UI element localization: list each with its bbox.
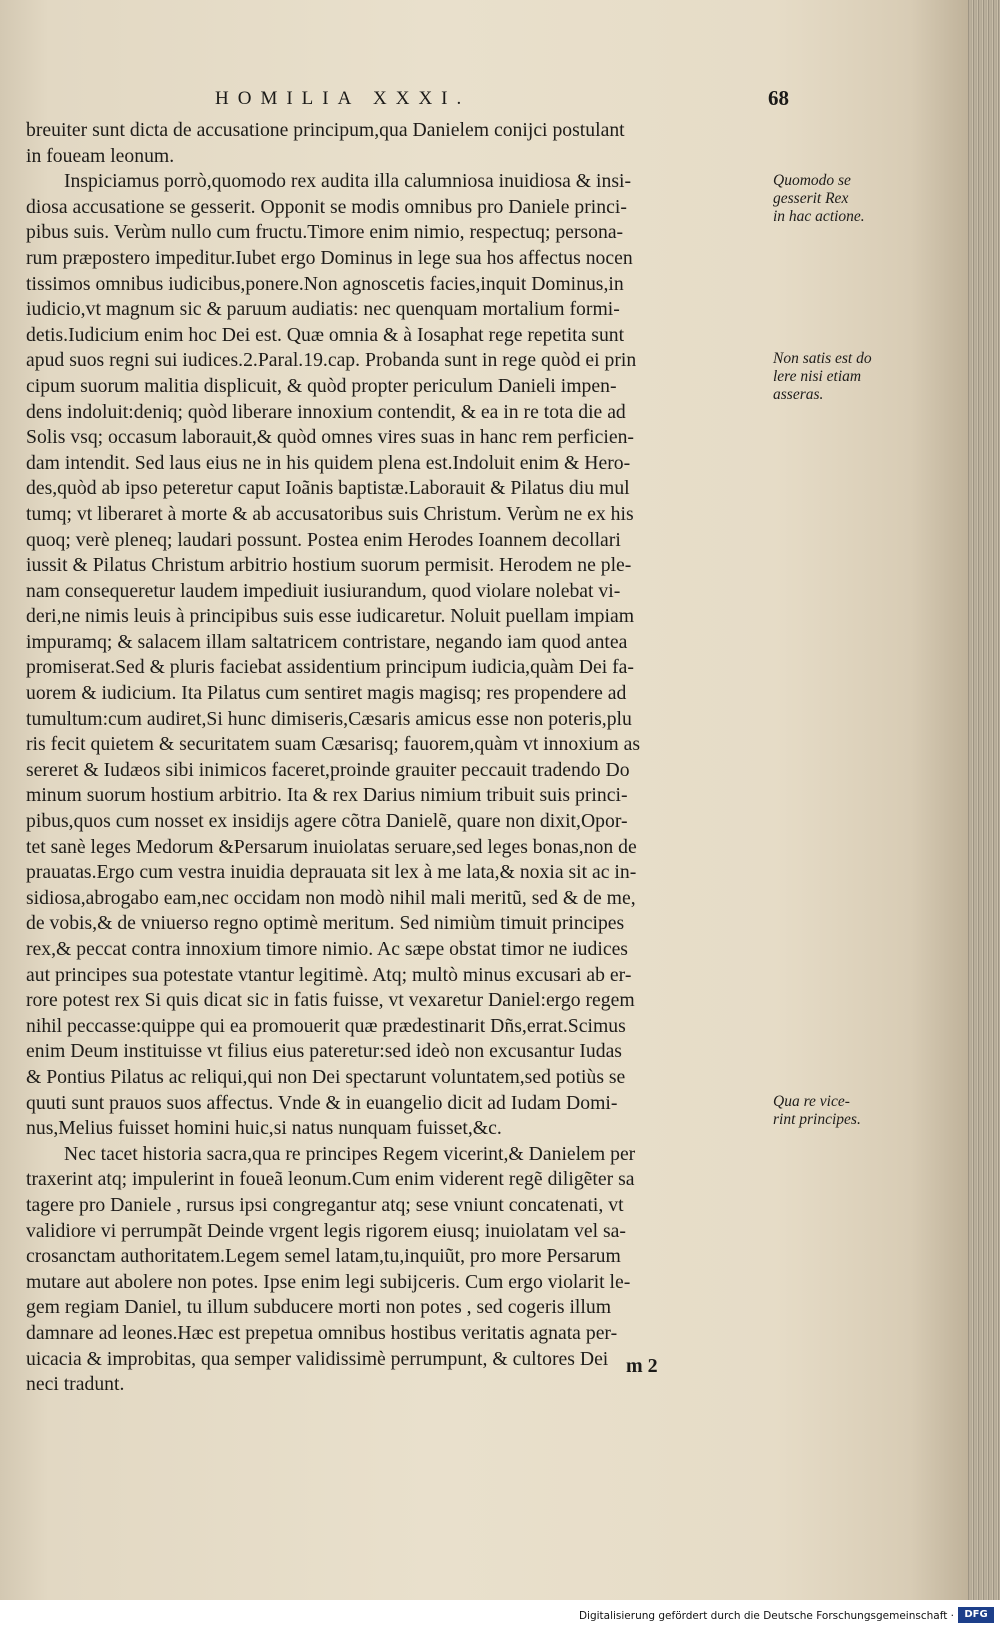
text-line: gem regiam Daniel, tu illum subducere morti non potes , sed cogeris illum: [26, 1296, 612, 1319]
marginal-note-line: Quomodo se: [773, 172, 851, 189]
marginal-note-line: Qua re vice-: [773, 1093, 850, 1110]
text-line: dens indoluit:deniq; quòd liberare innoxium contendit, & ea in re tota die ad: [26, 400, 626, 423]
main-text-block: [26, 118, 766, 1398]
marginal-note-2: [773, 350, 933, 404]
text-line: prauatas.Ergo cum vestra inuidia deprauata sit lex à me lata,& noxia sit ac in-: [26, 861, 637, 884]
text-line: aut principes sua potestate vtantur legitimè. Atq; multò minus excusari ab er-: [26, 963, 632, 986]
text-line: damnare ad leones.Hæc est prepetua omnibus hostibus veritatis agnata per-: [26, 1321, 618, 1344]
text-line: sereret & Iudæos sibi inimicos faceret,proinde grauiter peccauit tradendo Do: [26, 758, 630, 781]
text-line: nam consequeretur laudem impediuit iusiurandum, quod violare nolebat vi-: [26, 579, 621, 602]
text-line: detis.Iudicium enim hoc Dei est. Quæ omnia & à Iosaphat rege repetita sunt: [26, 323, 625, 346]
text-line: pibus,quos cum nosset ex insidijs agere cõtra Danielẽ, quare non dixit,Opor-: [26, 810, 628, 833]
text-line: in foueam leonum.: [26, 144, 175, 167]
text-line: mutare aut abolere non potes. Ipse enim legi subijceris. Cum ergo violarit le-: [26, 1270, 631, 1293]
text-line: Nec tacet historia sacra,qua re principes Regem vicerint,& Danielem per: [64, 1142, 636, 1165]
text-line: apud suos regni sui iudices.2.Paral.19.cap. Probanda sunt in rege quòd ei prin: [26, 349, 637, 372]
text-line: iudicio,vt magnum sic & paruum audiatis: nec quenquam mortalium formi-: [26, 298, 620, 321]
marginal-note-1: [773, 172, 933, 226]
text-line: neci tradunt.: [26, 1373, 125, 1396]
text-line: nihil peccasse:quippe qui ea promouerit quæ prædestinarit Dñs,errat.Scimus: [26, 1014, 626, 1037]
text-line: nus,Melius fuisset homini huic,si natus nunquam fuisset,&c.: [26, 1117, 502, 1140]
text-line: tissimos omnibus iudicibus,ponere.Non agnoscetis facies,inquit Dominus,in: [26, 272, 624, 295]
text-line: enim Deum instituisse vt filius eius pateretur:sed ideò non excusantur Iudas: [26, 1040, 622, 1063]
text-line: pibus suis. Verùm nullo cum fructu.Timore enim nimio, respectuq; persona-: [26, 221, 624, 244]
text-line: Inspiciamus porrò,quomodo rex audita illa calumniosa inuidiosa & insi-: [64, 170, 632, 193]
footer-bar: [0, 1600, 1000, 1630]
marginal-note-line: asseras.: [773, 386, 824, 403]
text-line: breuiter sunt dicta de accusatione principum,qua Danielem conijci postulant: [26, 119, 625, 141]
text-line: tet sanè leges Medorum &Persarum inuiolatas seruare,sed leges bonas,non de: [26, 835, 637, 858]
marginal-note-line: Non satis est do: [773, 350, 872, 367]
text-line: sidiosa,abrogabo eam,nec occidam non modò nihil mali meritũ, sed & de me,: [26, 886, 636, 909]
text-line: traxerint atq; impulerint in foueã leonum.Cum enim viderent regẽ diligẽter sa: [26, 1168, 635, 1191]
footer-credit: Digitalisierung gefördert durch die Deutsche Forschungsgemeinschaft ·: [578, 1610, 954, 1622]
marginal-note-line: in hac actione.: [773, 208, 865, 225]
text-line: tumq; vt liberaret à morte & ab accusatoribus suis Christum. Verùm ne ex his: [26, 502, 634, 525]
text-line: impuramq; & salacem illam saltatricem contristare, negando iam quod antea: [26, 630, 628, 653]
text-line: iussit & Pilatus Christum arbitrio hostium suorum permisit. Herodem ne ple-: [26, 554, 632, 577]
text-line: rex,& peccat contra innoxium timore nimio. Ac sæpe obstat timor ne iudices: [26, 938, 628, 960]
text-line: uorem & iudicium. Ita Pilatus cum sentiret magis magisq; res propendere ad: [26, 682, 627, 705]
marginal-note-line: lere nisi etiam: [773, 368, 862, 385]
text-line: de vobis,& de vniuerso regno optimè meritum. Sed nimiùm timuit principes: [26, 912, 625, 935]
text-line: minum suorum hostium arbitrio. Ita & rex Darius nimium tribuit suis princi-: [26, 784, 628, 807]
text-line: Solis vsq; occasum laborauit,& quòd omnes vires suas in hanc rem perficien-: [26, 426, 634, 449]
text-line: deri,ne nimis leuis à principibus suis esse iudicaretur. Noluit puellam impiam: [26, 605, 635, 628]
marginal-note-3: [773, 1093, 933, 1129]
text-line: crosanctam authoritatem.Legem semel latam,tu,inquiũt, pro more Persarum: [26, 1245, 621, 1268]
text-line: rum præpostero impeditur.Iubet ergo Dominus in lege sua hos affectus nocen: [26, 246, 633, 269]
text-line: quoq; verè pleneq; laudari possunt. Postea enim Herodes Ioannem decollari: [26, 528, 621, 551]
text-line: ris fecit quietem & securitatem suam Cæsarisq; fauorem,quàm vt innoxium as: [26, 733, 641, 756]
text-line: tagere pro Daniele , rursus ipsi congregantur atq; sese vniunt concatenati, vt: [26, 1193, 624, 1216]
text-line: promiserat.Sed & pluris faciebat assidentium principum iudicia,quàm Dei fa-: [26, 656, 634, 679]
text-line: tumultum:cum audiret,Si hunc dimiseris,Cæsaris amicus esse non poteris,plu: [26, 707, 632, 730]
running-title: HOMILIA XXXI.: [215, 88, 471, 109]
text-line: diosa accusatione se gesserit. Opponit se modis omnibus pro Daniele princi-: [26, 195, 627, 218]
text-line: cipum suorum malitia displicuit, & quòd propter periculum Danieli impen-: [26, 374, 617, 397]
text-line: quuti sunt prauos suos affectus. Vnde & in euangelio dicit ad Iudam Domi-: [26, 1091, 618, 1114]
text-line: dam intendit. Sed laus eius ne in his quidem plena est.Indoluit enim & Hero-: [26, 451, 631, 474]
text-line: des,quòd ab ipso peteretur caput Ioãnis baptistæ.Laborauit & Pilatus diu mul: [26, 477, 630, 500]
text-line: rore potest rex Si quis dicat sic in fatis fuisse, vt vexaretur Daniel:ergo regem: [26, 989, 635, 1012]
text-line: & Pontius Pilatus ac reliqui,qui non Dei spectarunt voluntatem,sed potiùs se: [26, 1065, 626, 1088]
text-line: validiore vi perrumpãt Deinde vrgent legis rigorem eiusq; inuiolatam vel sa-: [26, 1219, 626, 1242]
dfg-logo: DFG: [958, 1607, 994, 1623]
marginal-note-line: rint principes.: [773, 1111, 861, 1128]
marginal-note-line: gesserit Rex: [773, 190, 849, 207]
page-edges: [968, 0, 1000, 1600]
text-line: uicacia & improbitas, qua semper validissimè perrumpunt, & cultores Dei: [26, 1347, 609, 1370]
signature-mark: m 2: [626, 1355, 658, 1377]
folio-number: 68: [768, 86, 789, 110]
